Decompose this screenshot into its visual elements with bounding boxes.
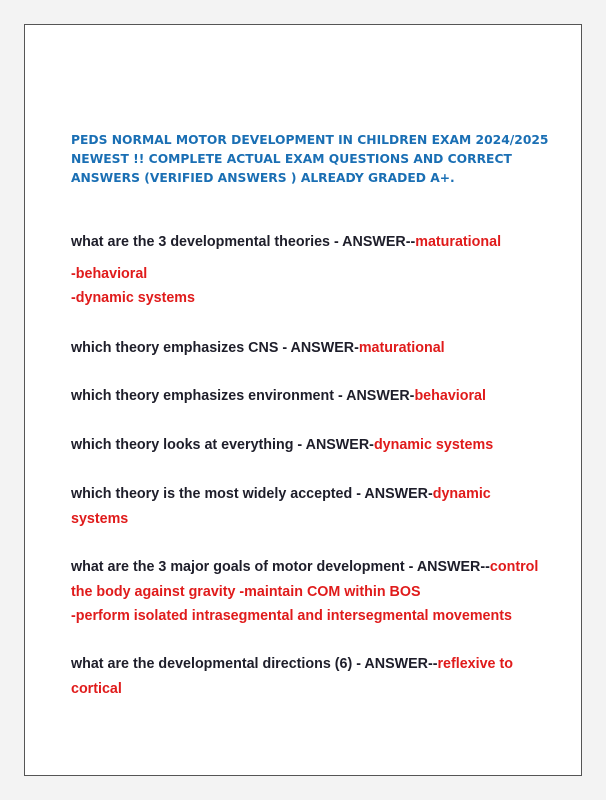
answer-line: -behavioral — [71, 265, 148, 282]
answer-line: the body against gravity -maintain COM within BOS — [71, 583, 421, 600]
answer-text: dynamic — [432, 486, 491, 502]
qa-line — [71, 652, 541, 677]
question-text: what are the developmental directions (6) - ANSWER-- — [71, 656, 438, 672]
title-line-3: ANSWERS (VERIFIED ANSWERS ) ALREADY GRADED A+. — [71, 171, 455, 185]
answer-text: dynamic systems — [373, 437, 494, 453]
qa-line — [71, 230, 541, 255]
qa-item — [71, 482, 541, 531]
question-text: what are the 3 developmental theories - ANSWER-- — [71, 234, 416, 250]
qa-item — [71, 230, 541, 311]
answer-line: -dynamic systems — [71, 290, 195, 306]
title-line-1: PEDS NORMAL MOTOR DEVELOPMENT IN CHILDREN EXAM 2024/2025 — [71, 133, 549, 147]
answer-text: maturational — [358, 340, 445, 356]
qa-line — [71, 555, 541, 580]
qa-line — [71, 384, 541, 409]
qa-line — [71, 336, 541, 361]
question-text: what are the 3 major goals of motor development - ANSWER-- — [71, 559, 490, 575]
answer-text: reflexive to — [437, 656, 513, 672]
qa-item — [71, 336, 541, 361]
question-text: which theory emphasizes environment - ANSWER- — [71, 388, 415, 404]
qa-item — [71, 555, 541, 629]
qa-line — [71, 433, 541, 458]
answer-text: behavioral — [414, 388, 486, 404]
qa-line — [71, 482, 541, 507]
question-text: which theory looks at everything - ANSWER- — [71, 437, 374, 453]
answer-line: cortical — [71, 680, 122, 697]
answer-text: control — [489, 559, 539, 575]
title-line-2: NEWEST !! COMPLETE ACTUAL EXAM QUESTIONS AND CORRECT — [71, 152, 512, 166]
qa-item — [71, 433, 541, 458]
question-text: which theory is the most widely accepted - ANSWER- — [71, 486, 433, 502]
question-text: which theory emphasizes CNS - ANSWER- — [71, 340, 359, 356]
answer-text: maturational — [415, 234, 502, 250]
qa-item — [71, 384, 541, 409]
document-title — [71, 131, 549, 188]
answer-line: systems — [71, 510, 129, 527]
answer-line: -perform isolated intrasegmental and intersegmental movements — [71, 608, 512, 624]
qa-item — [71, 652, 541, 701]
